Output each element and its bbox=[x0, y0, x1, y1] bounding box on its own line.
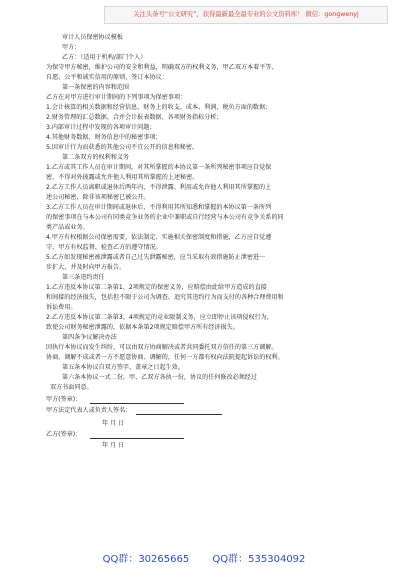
paragraph-line: 5.乙方如发现秘密被泄露或者自己过失泄露秘密，应当采取有效措施防止泄密进一 bbox=[46, 254, 266, 261]
party-b-line: 乙方：（适用于机构/部门个人） bbox=[62, 54, 147, 61]
document-title: 审计人员保密协议模板 bbox=[62, 34, 123, 41]
party-a-rep-label: 甲方法定代表人或负责人签名： bbox=[46, 407, 132, 414]
banner-text: 关注头条号“公文研究”，获得最新最全最专业的公文资料库！ 微信：gongwenyj bbox=[133, 11, 359, 18]
paragraph-line: 协商、调解不成或者一方不愿意协商、调解的，任何一方都有权向法院提起诉讼的权利。 bbox=[46, 354, 284, 361]
article-heading: 第三条违约责任 bbox=[62, 274, 105, 281]
paragraph-line: 乙方在对甲方进行审计期间的下列事项为保密事项： bbox=[46, 94, 187, 101]
paragraph-line: 4.甲方有权根据公司保密需要，依法制定、实施相关保密制度和措施，乙方应自觉遵 bbox=[46, 234, 272, 241]
paragraph-line: 1.乙方违反本协议第二条第1、2项规定的保密义务，应赔偿由此给甲方造成的直接 bbox=[46, 284, 267, 291]
paragraph-line: 2.乙方违反本协议第二条第3、4项规定的竞业限制义务，应立即停止该项侵权行为， bbox=[46, 314, 273, 321]
paragraph-line: 和间接的经济损失，包括但不限于公司为调查、追究其违约行为而支付的各种合理费用和 bbox=[46, 294, 284, 301]
article-heading: 第一条保密的内容和范围 bbox=[62, 84, 130, 91]
footer-qq-group-1: QQ群：30265665 bbox=[102, 554, 190, 565]
paragraph-line: 3.乙方工作人员在审计期间或退休后，不得利用其所知悉和掌握的本协议第一条所列 bbox=[46, 204, 272, 211]
paragraph-line: 守，甲方有权监督、检查乙方的遵守情况。 bbox=[46, 244, 162, 251]
paragraph-line: 步扩大，并及时向甲方报告。 bbox=[46, 264, 126, 271]
article-heading: 第二条双方的权利和义务 bbox=[62, 154, 130, 161]
paragraph-line: 密，不得对外披露或允许他人利用其所掌握的上述秘密。 bbox=[46, 174, 199, 181]
paragraph-line: 因执行本协议而发生纠纷，可以由双方协商解决或者共同委托双方信任的第三方调解。 bbox=[46, 344, 278, 351]
paragraph-line: 双方书面同意。 bbox=[50, 384, 93, 391]
party-b-date: 年 月 日 bbox=[102, 442, 125, 449]
article-heading: 第四条争议解决办法 bbox=[62, 334, 117, 341]
article-heading: 第五条本协议自双方签字、盖章之日起生效。 bbox=[62, 364, 184, 371]
footer-qq-group-2: QQ群：535304092 bbox=[212, 554, 306, 565]
preamble-line: 为保守甲方秘密，维护公司的安全和利益，明确双方的权利义务，甲乙双方本着平等、 bbox=[46, 64, 278, 71]
paragraph-line: 4.其他财务数据、财务信息中的秘密事项； bbox=[46, 134, 162, 141]
paragraph-line: 2.乙方工作人员离职或退休后两年内，不得泄露、利用或允许他人利用其所掌握的上 bbox=[46, 184, 272, 191]
paragraph-line: 第六条本协议一式二份，甲、乙双方各执一份，协议的任何修改必须经过 bbox=[62, 374, 257, 381]
paragraph-line: 3.内部审计过程中发现的各项审计问题； bbox=[46, 124, 156, 131]
footer-contacts bbox=[0, 550, 408, 565]
party-a-seal-line bbox=[90, 403, 184, 404]
paragraph-line: 类产品或业务。 bbox=[46, 224, 89, 231]
paragraph-line: 述公司秘密，除非该项秘密已被公开。 bbox=[46, 194, 150, 201]
preamble-line: 自愿、公平和诚实信用的原则，签订本协议： bbox=[46, 74, 168, 81]
paragraph-line: 1.乙方或其工作人员在审计期间，对其所掌握的本协议第一条所列秘密事项应自觉保 bbox=[46, 164, 272, 171]
party-a-date: 年 月 日 bbox=[102, 420, 125, 427]
party-a-seal-label: 甲方(签章)： bbox=[46, 396, 82, 403]
paragraph-line: 1.会计核算的相关数据和经营信息，财务上的收支、成本、利润、税负方面的数据； bbox=[46, 104, 272, 111]
paragraph-line: 5.因审计行为而获悉的其他公司不宜公开的信息和秘密。 bbox=[46, 144, 199, 151]
header-banner bbox=[104, 6, 388, 24]
paragraph-line: 的保密事项在与本公司有同类竞争业务的企业中兼职或自行经营与本公司有竞争关系的同 bbox=[46, 214, 284, 221]
party-b-seal-label: 乙方(签章)： bbox=[46, 431, 82, 438]
party-b-seal-line bbox=[90, 438, 184, 439]
paragraph-line: 致使公司财务秘密泄露的，依据本条第2项规定赔偿甲方所有经济损失。 bbox=[46, 324, 239, 331]
party-a-line: 甲方： bbox=[62, 44, 81, 51]
party-a-rep-line bbox=[136, 414, 222, 415]
paragraph-line: 诉讼费用。 bbox=[46, 304, 77, 311]
paragraph-line: 2.财务管理的汇总数据、合并会计报表数据、各项财务指标分析； bbox=[46, 114, 223, 121]
